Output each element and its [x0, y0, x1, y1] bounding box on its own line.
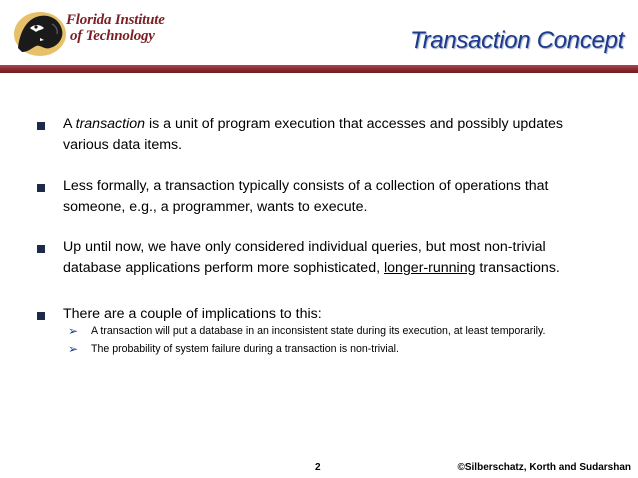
slide-title: Transaction Concept	[410, 27, 624, 54]
arrow-bullet-icon: ➢	[68, 324, 79, 338]
sub-item-text: A transaction will put a database in an inconsistent state during its execution, at least temporarily.	[91, 325, 546, 337]
bullet-text: Less formally, a transaction typically consists of a collection of operations that someone, e.g., a programmer, wants to execute.	[63, 178, 549, 215]
square-bullet-icon	[37, 184, 45, 192]
sub-item-text: The probability of system failure during a transaction is non-trivial.	[91, 343, 399, 355]
arrow-bullet-icon: ➢	[68, 342, 79, 356]
bullet-text-part: transactions.	[475, 260, 560, 276]
bullet-text	[63, 114, 583, 156]
header-divider	[0, 65, 638, 73]
logo-line-2: of Technology	[70, 28, 155, 44]
copyright-notice: ©Silberschatz, Korth and Sudarshan	[457, 462, 631, 473]
logo-line-1: Florida Institute	[66, 12, 165, 28]
logo-wordmark	[66, 12, 176, 44]
bullet-text: There are a couple of implications to this:	[63, 306, 322, 322]
square-bullet-icon	[37, 245, 45, 253]
page-number: 2	[315, 462, 321, 473]
bullet-text-part: A	[63, 116, 76, 132]
square-bullet-icon	[37, 122, 45, 130]
bullet-text-part: Up until now, we have only considered individual queries, but most non-trivial database applications perform more sophisticated,	[63, 239, 546, 276]
bullet-emphasis: transaction	[75, 116, 146, 132]
bullet-text-part: is a unit of program execution that accesses and possibly updates various data items.	[63, 116, 564, 153]
institution-logo	[8, 6, 168, 58]
bullet-underlined-text: longer-running	[383, 260, 476, 276]
square-bullet-icon	[37, 312, 45, 320]
bullet-text	[63, 237, 583, 279]
panther-logo-icon	[10, 8, 70, 58]
